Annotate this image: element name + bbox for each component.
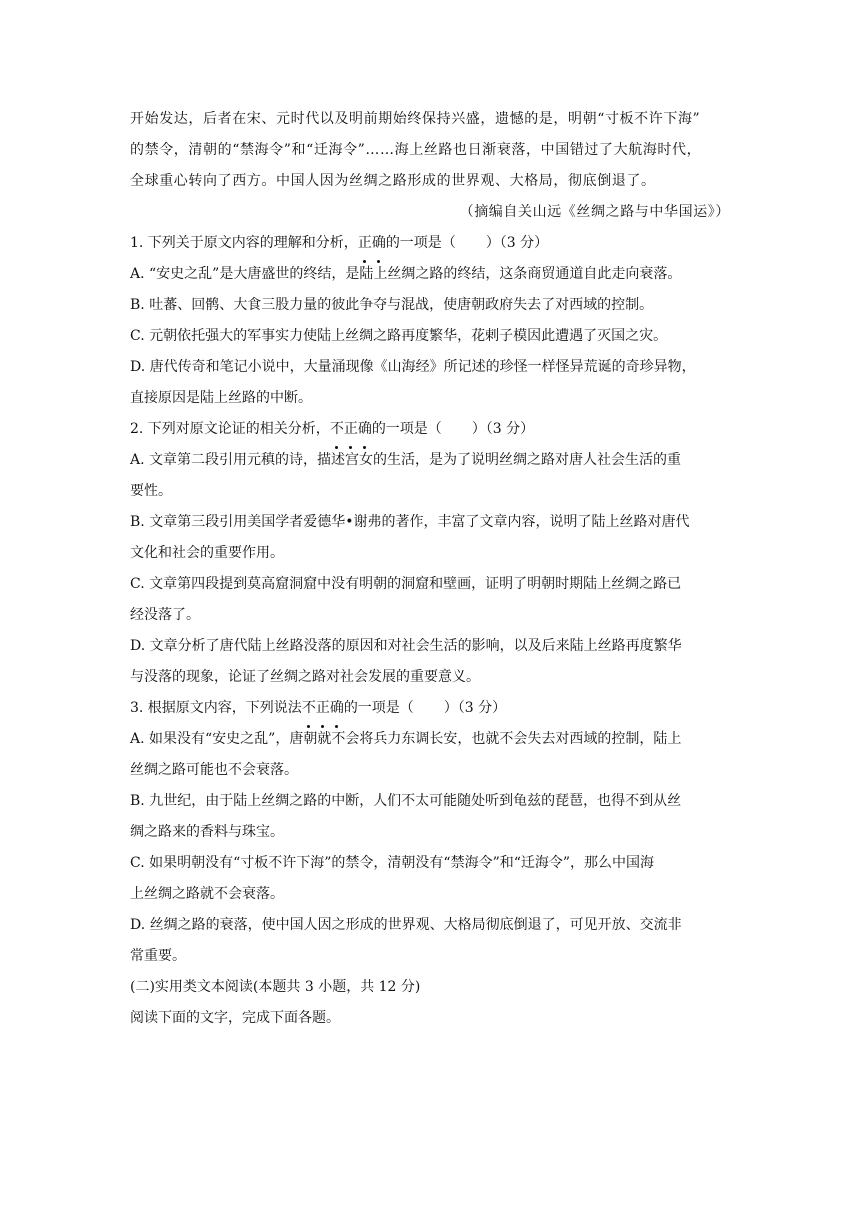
stem-score: ）（3 分） (485, 235, 549, 251)
option-b: B. 九世纪，由于陆上丝绸之路的中断，人们不太可能随处听到龟兹的琵琶，也得不到从丝 (130, 793, 682, 809)
question-stem (130, 414, 730, 445)
question-stem (130, 693, 730, 724)
option-b: B. 文章第三段引用美国学者爱德华•谢弗的著作，丰富了文章内容，说明了陆上丝路对唐代 (130, 514, 690, 530)
option-b-cont: 文化和社会的重要作用。 (130, 545, 284, 561)
stem-text: 的一项是（ (385, 235, 456, 251)
stem-score: ）（3 分） (443, 700, 507, 716)
option-b-cont: 绸之路来的香料与珠宝。 (130, 824, 284, 840)
option-c-cont: 经没落了。 (130, 607, 200, 623)
emphasis-char: 正 (358, 228, 372, 259)
emphasis-char: 正 (344, 414, 358, 445)
emphasis-char: 确 (358, 414, 372, 445)
passage-line: 的禁令，清朝的“禁海令”和“迁海令”……海上丝路也日渐衰落，中国错过了大航海时代， (130, 142, 702, 158)
passage-line: 全球重心转向了西方。中国人因为丝绸之路形成的世界观、大格局，彻底倒退了。 (130, 173, 656, 189)
option-a: A. 如果没有“安史之乱”，唐朝就不会将兵力东调长安，也就不会失去对西域的控制，陆上 (130, 731, 682, 747)
option-d: D. 文章分析了唐代陆上丝路没落的原因和对社会生活的影响，以及后来陆上丝路再度繁华 (130, 638, 682, 654)
option-d: D. 丝绸之路的衰落，使中国人因之形成的世界观、大格局彻底倒退了，可见开放、交流非 (130, 917, 682, 933)
stem-text: 的一项是（ (343, 700, 414, 716)
option-a: A. 文章第二段引用元稹的诗，描述宫女的生活，是为了说明丝绸之路对唐人社会生活的重 (130, 452, 682, 468)
passage-source: （摘编自关山远《丝绸之路与中华国运》） (459, 204, 730, 220)
option-a: A. “安史之乱”是大唐盛世的终结，是陆上丝绸之路的终结，这条商贸通道自此走向衰落。 (130, 266, 682, 282)
emphasis-char: 不 (302, 693, 316, 724)
emphasis-char: 确 (330, 693, 344, 724)
option-b: B. 吐蕃、回鹘、大食三股力量的彼此争夺与混战，使唐朝政府失去了对西域的控制。 (130, 297, 654, 313)
question-1 (130, 228, 730, 414)
stem-text: 3. 根据原文内容，下列说法 (130, 700, 302, 716)
emphasis-char: 不 (330, 414, 344, 445)
option-d-cont: 与没落的现象，论证了丝绸之路对社会发展的重要意义。 (130, 669, 480, 685)
option-a-cont: 丝绸之路可能也不会衰落。 (130, 762, 298, 778)
emphasis-char: 正 (316, 693, 330, 724)
option-c: C. 文章第四段提到莫高窟洞窟中没有明朝的洞窟和壁画，证明了明朝时期陆上丝绸之路已 (130, 576, 682, 592)
passage-line: 开始发达，后者在宋、元时代以及明前期始终保持兴盛，遗憾的是，明朝“寸板不许下海” (130, 111, 701, 127)
question-2 (130, 414, 730, 693)
passage-excerpt (130, 104, 730, 228)
stem-score: ）（3 分） (471, 421, 535, 437)
question-stem (130, 228, 730, 259)
question-3 (130, 693, 730, 972)
option-c: C. 如果明朝没有“寸板不许下海”的禁令，清朝没有“禁海令”和“迁海令”，那么中国海 (130, 855, 655, 871)
section-instruction: 阅读下面的文字，完成下面各题。 (130, 1010, 340, 1026)
stem-text: 的一项是（ (371, 421, 442, 437)
option-d: D. 唐代传奇和笔记小说中，大量涌现像《山海经》所记述的珍怪一样怪异荒诞的奇珍异物， (130, 359, 696, 375)
section-heading: (二)实用类文本阅读(本题共 3 小题，共 12 分) (130, 979, 421, 995)
option-d-cont: 直接原因是陆上丝路的中断。 (130, 390, 312, 406)
emphasis-char: 确 (372, 228, 386, 259)
option-c-cont: 上丝绸之路就不会衰落。 (130, 886, 284, 902)
option-c: C. 元朝依托强大的军事实力使陆上丝绸之路再度繁华，花剌子模因此遭遇了灭国之灾。 (130, 328, 668, 344)
option-a-cont: 要性。 (130, 483, 172, 499)
option-d-cont: 常重要。 (130, 948, 186, 964)
stem-text: 1. 下列关于原文内容的理解和分析， (130, 235, 358, 251)
stem-text: 2. 下列对原文论证的相关分析， (130, 421, 330, 437)
